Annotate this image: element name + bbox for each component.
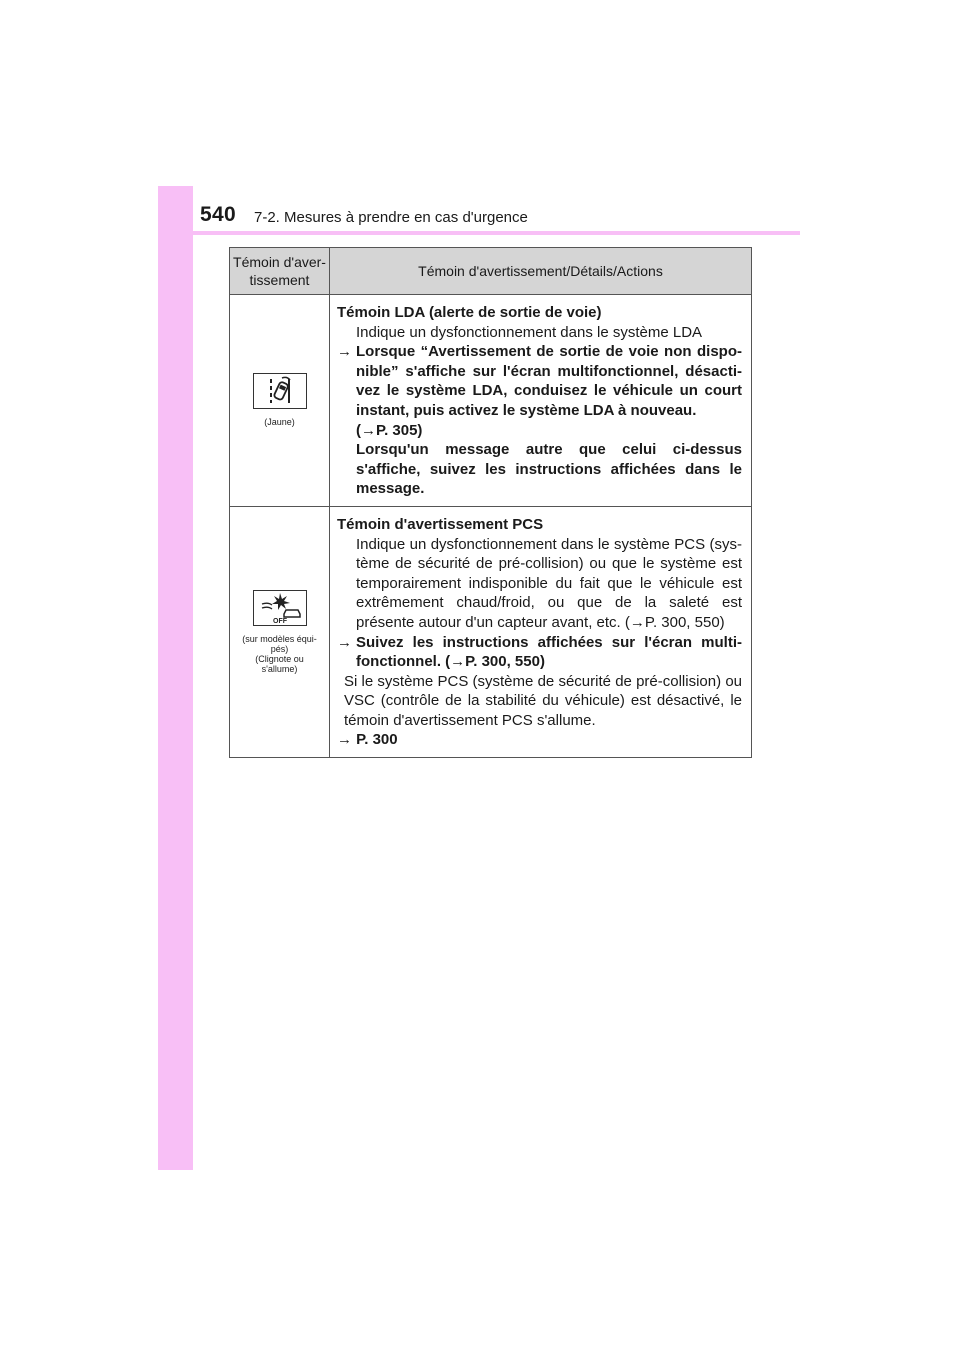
warning-intro: Indique un dysfonctionnement dans le système LDA: [356, 323, 703, 341]
action-ref: [337, 421, 742, 441]
page-reference[interactable]: P. 305): [376, 421, 423, 439]
action-item: [337, 342, 742, 420]
warning-light-table: [229, 247, 752, 758]
lane-departure-alert-icon: [253, 373, 307, 409]
arrow-icon: →: [450, 653, 466, 671]
action-text: Lorsqu'un message autre que celui ci-dessus s'affiche, suivez les instructions affichées dans le message.: [356, 441, 742, 498]
page-reference[interactable]: P. 300, 550): [465, 653, 545, 671]
ref-open: (: [356, 421, 361, 439]
warning-title: Témoin LDA (alerte de sortie de voie): [337, 304, 602, 321]
final-reference: [337, 730, 742, 750]
details-cell: [330, 295, 752, 507]
col-header-light-label: Témoin d'aver- tissement: [233, 254, 326, 288]
side-tab-band: [158, 186, 193, 1170]
header-rule: [158, 231, 800, 235]
action-text: Suivez les instructions affichées sur l'écran multi-fonctionnel. (: [356, 633, 742, 671]
warning-title: Témoin d'avertissement PCS: [337, 515, 544, 533]
section-title: 7-2. Mesures à prendre en cas d'urgence: [254, 209, 528, 226]
svg-text:OFF: OFF: [272, 618, 287, 625]
action-item-2: [337, 440, 742, 499]
action-item: [337, 633, 742, 672]
details-cell: [330, 506, 752, 757]
arrow-icon: →: [361, 421, 376, 439]
col-header-details: Témoin d'avertissement/Détails/Actions: [330, 248, 752, 295]
col-header-light: [230, 248, 330, 295]
arrow-icon: →: [337, 731, 352, 749]
intro-text: Indique un dysfonctionnement dans le système PCS (sys-tème de sécurité de pré-collision) ou que le système est temporairement indisponible du fait que le véhicule est extrêmement chaud/froid, ou que de la saleté est présente autour d'un capteur avant, etc. (: [356, 535, 742, 631]
arrow-icon: →: [629, 613, 645, 631]
icon-cell: [230, 295, 330, 507]
arrow-icon: →: [337, 343, 352, 361]
table-header-row: [230, 248, 752, 295]
action-text: Lorsque “Avertissement de sortie de voie non dispo-nible” s'affiche sur l'écran multifonctionnel, désacti-vez le système LDA, conduisez le véhicule un court instant, puis activez le système LDA à nouveau.: [356, 343, 742, 419]
note-text: Si le système PCS (système de sécurité de pré-collision) ou VSC (contrôle de la stabilité du véhicule) est désactivé, le témoin d'avertissement PCS s'allume.: [344, 672, 742, 729]
page-number: 540: [200, 203, 236, 226]
page-reference[interactable]: P. 300: [356, 731, 398, 749]
table-row: [230, 506, 752, 757]
icon-caption: (sur modèles équi- pés) (Clignote ou s'allume): [242, 634, 317, 674]
pcs-off-icon: [253, 590, 307, 626]
icon-caption: (Jaune): [264, 417, 295, 428]
table-row: [230, 295, 752, 507]
warning-intro: [337, 535, 742, 633]
page-reference[interactable]: P. 300, 550): [644, 613, 725, 631]
arrow-icon: →: [337, 633, 352, 651]
icon-cell: [230, 506, 330, 757]
